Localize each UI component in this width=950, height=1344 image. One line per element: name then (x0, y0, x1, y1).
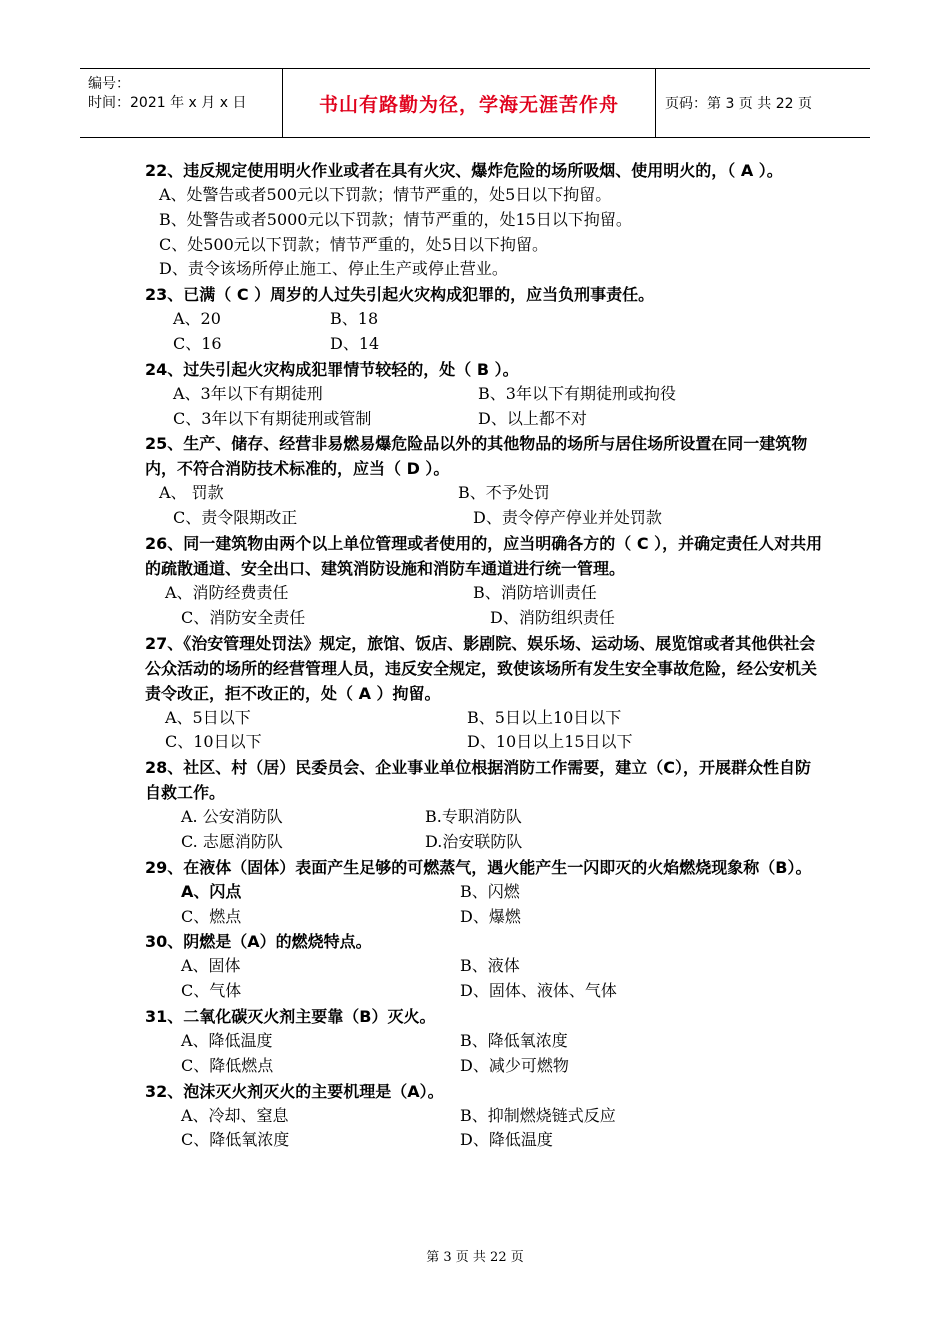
option-a: A、处警告或者500元以下罚款；情节严重的，处5日以下拘留。 (159, 185, 612, 204)
option-a: A、消防经费责任 (165, 582, 289, 602)
option-a: A、20 (173, 309, 221, 329)
question-stem: 30、阴燃是（A）的燃烧特点。 (145, 932, 372, 952)
option-c: C、消防安全责任 (181, 607, 306, 627)
option-b: B、液体 (460, 956, 520, 976)
question-list (145, 158, 825, 1153)
option-b: B、18 (330, 309, 379, 329)
option-a: A、冷却、窒息 (181, 1105, 289, 1125)
option-a: A、闪点 (181, 881, 242, 901)
option-a: A、降低温度 (181, 1030, 273, 1050)
option-a: A、固体 (181, 956, 241, 976)
option-c: C、降低燃点 (181, 1055, 274, 1075)
page-footer: 第 3 页 共 22 页 (426, 1250, 524, 1265)
option-d: D、10日以上15日以下 (467, 732, 633, 752)
question-29 (145, 855, 825, 930)
option-d: D、以上都不对 (478, 408, 587, 428)
question-32 (145, 1079, 825, 1154)
option-d: D、减少可燃物 (460, 1055, 569, 1075)
question-25 (145, 431, 825, 531)
question-24 (145, 357, 825, 432)
question-stem: 22、违反规定使用明火作业或者在具有火灾、爆炸危险的场所吸烟、使用明火的，（ A ）。 (145, 161, 783, 180)
option-b: B、闪燃 (460, 881, 520, 901)
header-meta (80, 69, 282, 137)
option-d: D、责令该场所停止施工、停止生产或停止营业。 (159, 259, 508, 279)
option-d: D、责令停产停业并处罚款 (473, 508, 662, 528)
option-a: A、3年以下有期徒刑 (173, 383, 323, 403)
question-27 (145, 631, 825, 756)
option-c: C、燃点 (181, 906, 242, 926)
option-d: D、固体、液体、气体 (460, 981, 617, 1001)
option-b: B、消防培训责任 (473, 582, 597, 602)
option-c: C. 志愿消防队 (181, 831, 283, 851)
option-c: C、降低氧浓度 (181, 1130, 290, 1150)
question-31 (145, 1004, 825, 1079)
question-stem: 32、泡沫灭火剂灭火的主要机理是（A）。 (145, 1081, 444, 1101)
option-d: D、爆燃 (460, 906, 521, 926)
header-motto-cell (282, 69, 656, 137)
option-b: B、3年以下有期徒刑或拘役 (478, 383, 676, 403)
option-b: B、5日以上10日以下 (467, 707, 622, 727)
option-c: C、16 (173, 333, 222, 353)
question-stem: 28、社区、村（居）民委员会、企业事业单位根据消防工作需要，建立（C），开展群众性自防自救工作。 (145, 758, 812, 803)
motto-text: 书山有路勤为径，学海无涯苦作舟 (318, 93, 619, 116)
question-stem: 25、生产、储存、经营非易燃易爆危险品以外的其他物品的场所与居住场所设置在同一建筑物内，不符合消防技术标准的，应当（ D ）。 (145, 434, 808, 479)
option-a: A、5日以下 (165, 707, 251, 727)
page-header (80, 68, 870, 138)
document-date: 时间：2021 年 x 月 x 日 (88, 95, 247, 111)
option-c: C、10日以下 (165, 732, 262, 752)
question-30 (145, 929, 825, 1004)
question-stem: 27、《治安管理处罚法》规定，旅馆、饭店、影剧院、娱乐场、运动场、展览馆或者其他供社会公众活动的场所的经营管理人员，违反安全规定，致使该场所有发生安全事故危险，经公安机关责令改正，拒不改正的，处（ A ）拘留。 (145, 633, 818, 703)
option-a: A、 罚款 (159, 483, 224, 503)
option-d: D.治安联防队 (425, 831, 523, 851)
option-d: D、降低温度 (460, 1130, 553, 1150)
question-stem: 26、同一建筑物由两个以上单位管理或者使用的，应当明确各方的（ C ），并确定责任人对共用的疏散通道、安全出口、建筑消防设施和消防车通道进行统一管理。 (145, 533, 823, 578)
option-d: D、消防组织责任 (490, 607, 615, 627)
question-26 (145, 531, 825, 631)
option-b: B、抑制燃烧链式反应 (460, 1105, 616, 1125)
question-22 (145, 158, 825, 282)
option-c: C、责令限期改正 (173, 508, 298, 528)
header-page-info: 页码：第 3 页 共 22 页 (665, 96, 812, 112)
option-d: D、14 (330, 333, 380, 353)
option-c: C、3年以下有期徒刑或管制 (173, 408, 372, 428)
option-c: C、气体 (181, 981, 242, 1001)
option-b: B、降低氧浓度 (460, 1030, 568, 1050)
option-a: A. 公安消防队 (181, 807, 283, 827)
question-stem: 23、已满（ C ）周岁的人过失引起火灾构成犯罪的，应当负刑事责任。 (145, 285, 655, 305)
option-b: B、不予处罚 (458, 483, 550, 503)
question-stem: 24、过失引起火灾构成犯罪情节较轻的，处（ B ）。 (145, 359, 519, 379)
question-stem: 29、在液体（固体）表面产生足够的可燃蒸气，遇火能产生一闪即灭的火焰燃烧现象称（B）。 (145, 857, 812, 877)
option-b: B、处警告或者5000元以下罚款；情节严重的，处15日以下拘留。 (159, 209, 632, 229)
option-b: B.专职消防队 (425, 807, 522, 827)
option-c: C、处500元以下罚款；情节严重的，处5日以下拘留。 (159, 234, 548, 254)
question-stem: 31、二氧化碳灭火剂主要靠（B）灭火。 (145, 1006, 436, 1026)
document-number-label: 编号： (88, 76, 130, 92)
question-23 (145, 282, 825, 357)
question-28 (145, 755, 825, 855)
